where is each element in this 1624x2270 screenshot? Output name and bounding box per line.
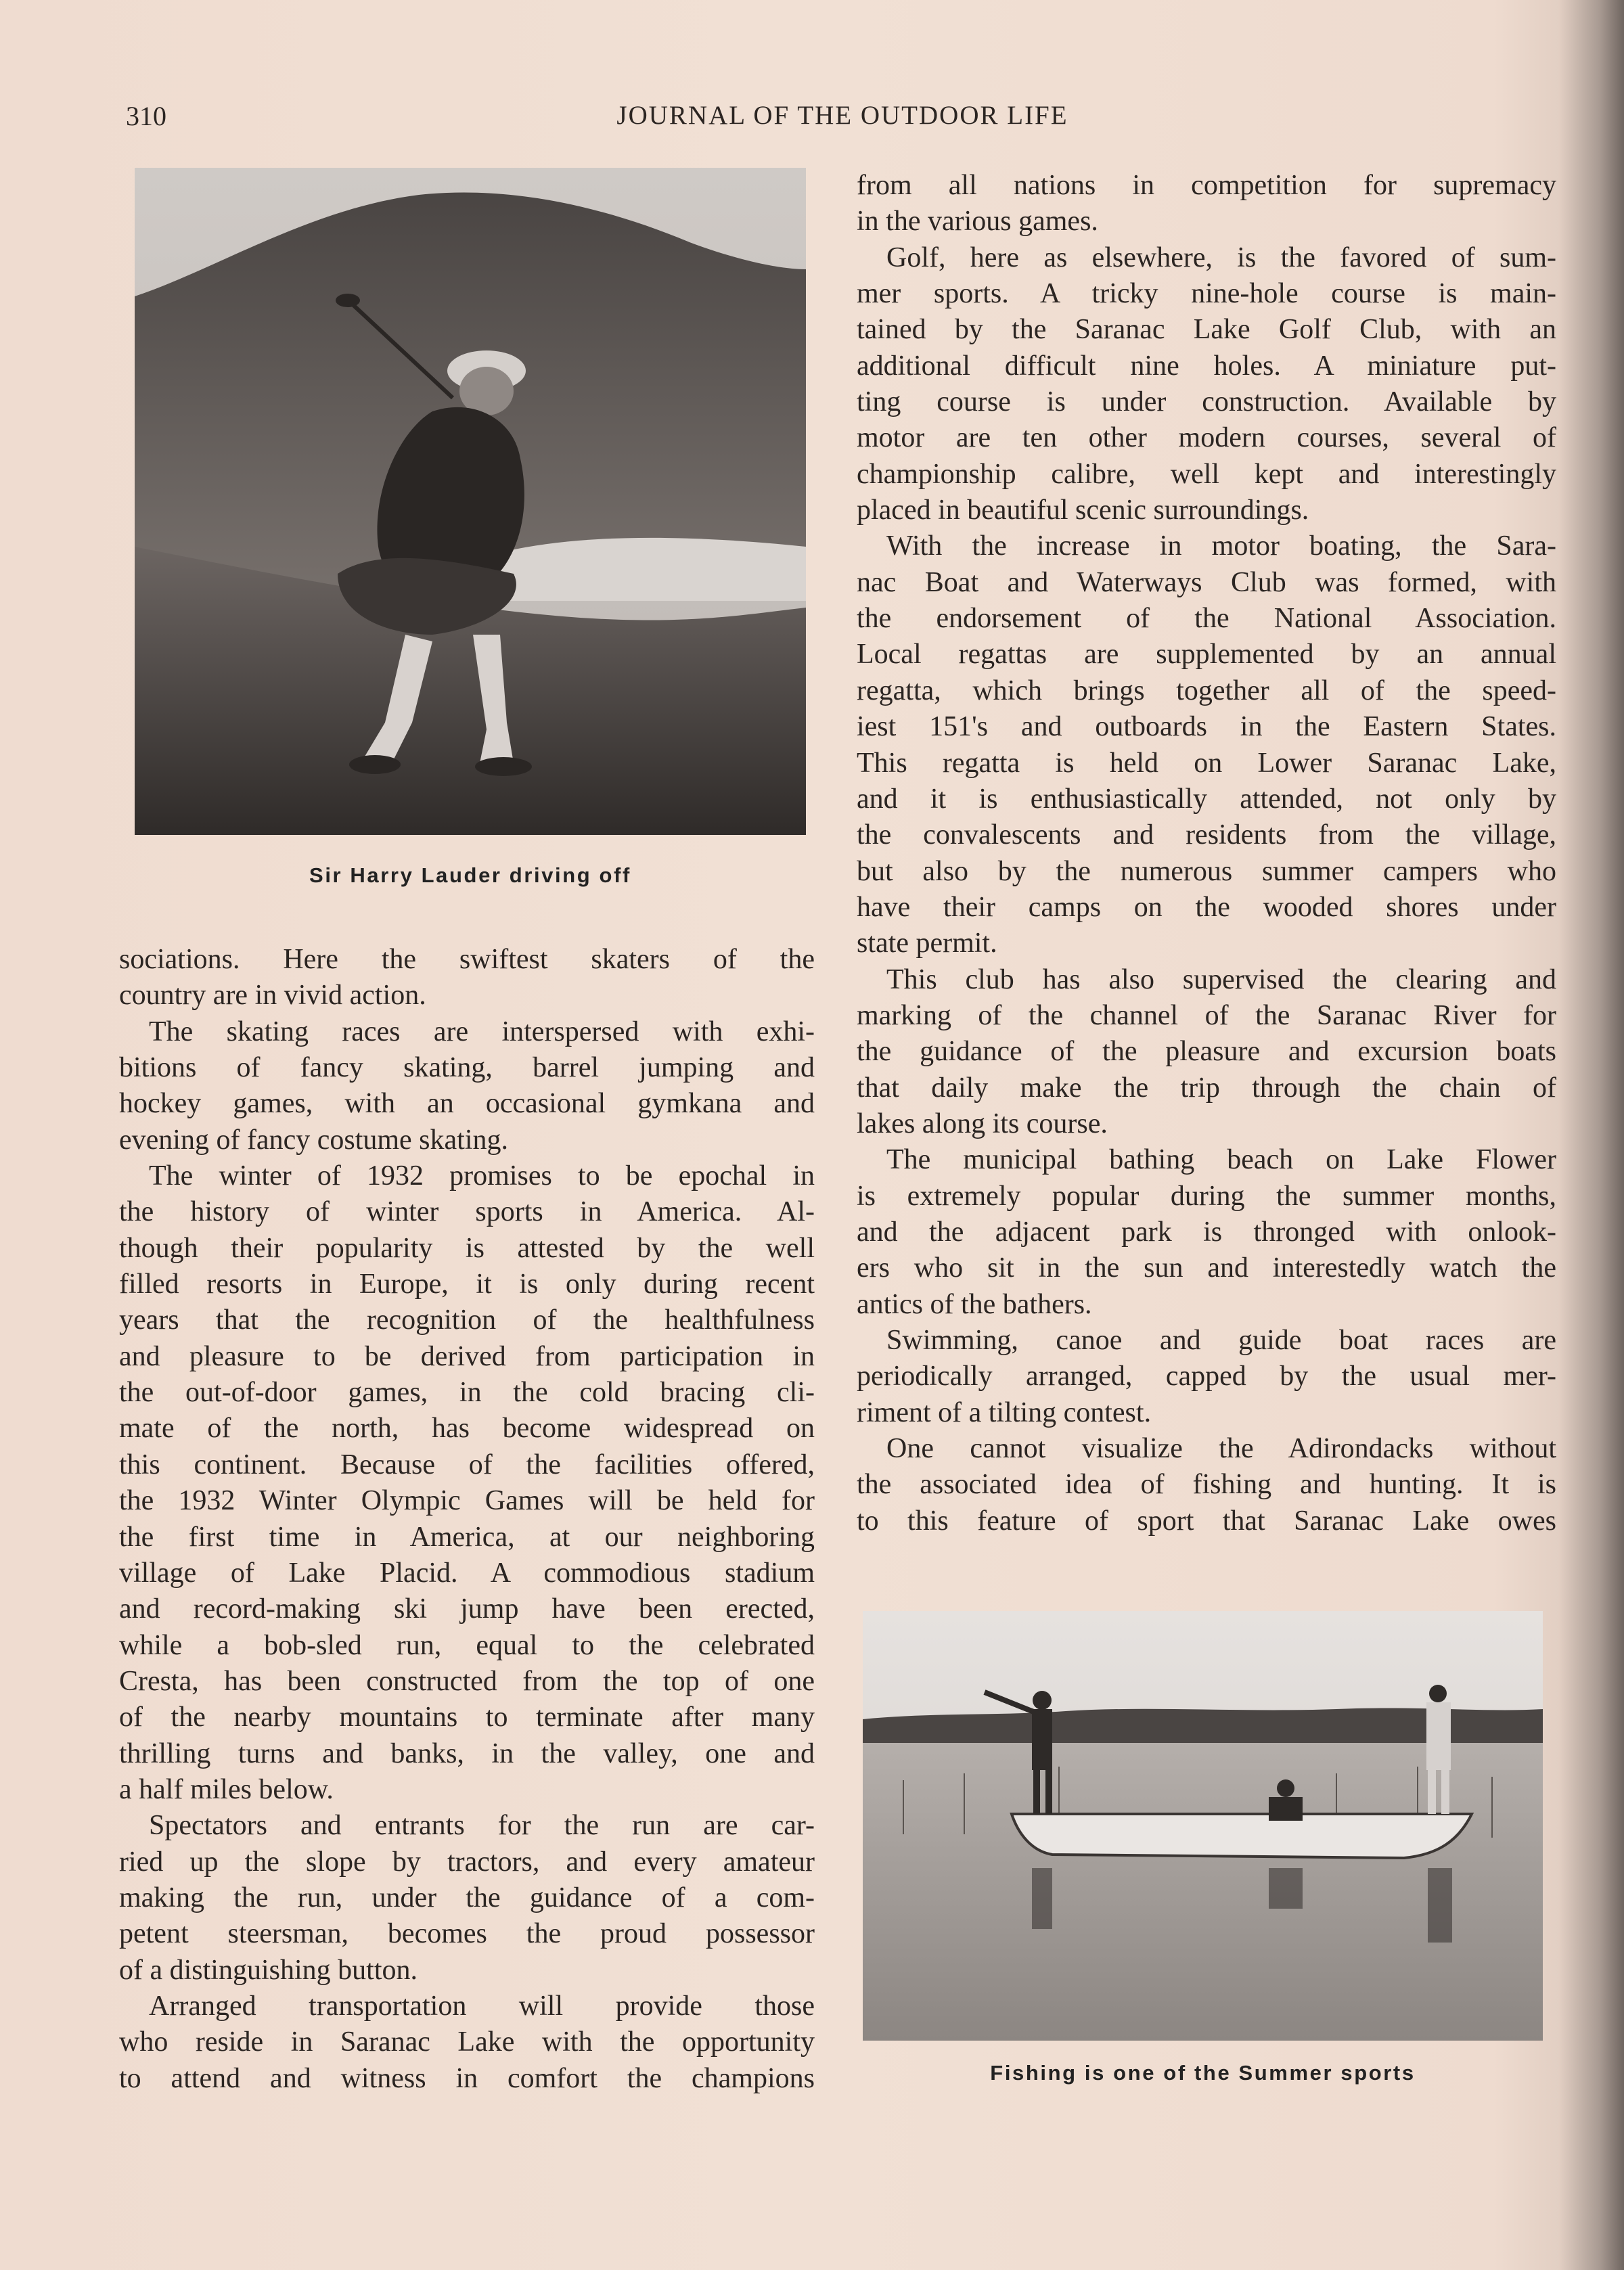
text-line: The winter of 1932 promises to be epochal in [149, 1160, 815, 1192]
text-line: This regatta is held on Lower Saranac Lake, [857, 747, 1556, 779]
text-line: Golf, here as elsewhere, is the favored of sum- [886, 242, 1556, 273]
text-line: mate of the north, has become widespread on [119, 1413, 815, 1445]
text-line: in the various games. [857, 206, 1098, 237]
text-line: the convalescents and residents from the village, [857, 819, 1556, 851]
text-line: antics of the bathers. [857, 1288, 1092, 1320]
left-text-column [119, 942, 815, 2097]
text-line: state permit. [857, 928, 997, 959]
text-line: ting course is under construction. Available by [857, 386, 1556, 418]
text-line: and it is enthusiastically attended, not only by [857, 783, 1556, 815]
text-line: motor are ten other modern courses, several of [857, 422, 1556, 454]
fishing-photo [863, 1611, 1543, 2041]
text-line: to this feature of sport that Saranac Lake owes [857, 1505, 1556, 1537]
text-line: tained by the Saranac Lake Golf Club, with an [857, 314, 1556, 346]
text-line: the 1932 Winter Olympic Games will be held for [119, 1485, 815, 1517]
text-line: years that the recognition of the healthfulness [119, 1304, 815, 1336]
running-header-title: JOURNAL OF THE OUTDOOR LIFE [616, 101, 1068, 130]
text-line: filled resorts in Europe, it is only during recent [119, 1269, 815, 1300]
text-line: thrilling turns and banks, in the valley, one and [119, 1738, 815, 1769]
text-line: ried up the slope by tractors, and every amateur [119, 1846, 815, 1878]
text-line: With the increase in motor boating, the Sara- [886, 530, 1556, 562]
text-line: who reside in Saranac Lake with the opportunity [119, 2026, 815, 2058]
text-line: and pleasure to be derived from participation in [119, 1340, 815, 1372]
golfer-photo [135, 168, 806, 835]
fishing-photo-caption: Fishing is one of the Summer sports [990, 2061, 1416, 2085]
text-line: the first time in America, at our neighboring [119, 1521, 815, 1553]
text-line: this continent. Because of the facilities offered, [119, 1449, 815, 1480]
text-line: ers who sit in the sun and interestedly watch the [857, 1252, 1556, 1284]
text-line: and record-making ski jump have been erected, [119, 1593, 815, 1625]
text-line: but also by the numerous summer campers who [857, 855, 1556, 887]
text-line: iest 151's and outboards in the Eastern States. [857, 711, 1556, 743]
text-line: while a bob-sled run, equal to the celebrated [119, 1629, 815, 1661]
text-line: additional difficult nine holes. A miniature put- [857, 350, 1556, 382]
text-line: to attend and witness in comfort the champions [119, 2062, 815, 2094]
text-line: of the nearby mountains to terminate after many [119, 1702, 815, 1733]
text-line: a half miles below. [119, 1773, 334, 1805]
text-line: Spectators and entrants for the run are car- [149, 1810, 815, 1842]
text-line: is extremely popular during the summer months, [857, 1180, 1556, 1212]
text-line: nac Boat and Waterways Club was formed, with [857, 566, 1556, 598]
page-number: 310 [126, 101, 166, 131]
text-line: sociations. Here the swiftest skaters of the [119, 944, 815, 975]
text-line: evening of fancy costume skating. [119, 1124, 508, 1156]
text-line: the associated idea of fishing and hunting. It is [857, 1469, 1556, 1501]
right-text-column [857, 168, 1556, 1539]
text-line: Swimming, canoe and guide boat races are [886, 1325, 1556, 1356]
text-line: One cannot visualize the Adirondacks without [886, 1433, 1556, 1465]
text-line: the history of winter sports in America. Al- [119, 1196, 815, 1228]
text-line: that daily make the trip through the chain of [857, 1072, 1556, 1104]
text-line: village of Lake Placid. A commodious stadium [119, 1557, 815, 1589]
text-line: placed in beautiful scenic surroundings. [857, 495, 1309, 526]
text-line: Arranged transportation will provide those [149, 1990, 815, 2022]
text-line: Cresta, has been constructed from the top of one [119, 1665, 815, 1697]
text-line: of a distinguishing button. [119, 1954, 418, 1986]
text-line: riment of a tilting contest. [857, 1397, 1152, 1428]
text-line: the guidance of the pleasure and excursion boats [857, 1036, 1556, 1068]
text-line: lakes along its course. [857, 1108, 1108, 1139]
text-line: hockey games, with an occasional gymkana and [119, 1088, 815, 1120]
text-line: petent steersman, becomes the proud possessor [119, 1918, 815, 1950]
text-line: This club has also supervised the clearing and [886, 963, 1556, 995]
text-line: have their camps on the wooded shores under [857, 891, 1556, 923]
text-line: championship calibre, well kept and interestingly [857, 458, 1556, 490]
text-line: bitions of fancy skating, barrel jumping and [119, 1052, 815, 1084]
text-line: country are in vivid action. [119, 980, 426, 1012]
text-line: making the run, under the guidance of a com- [119, 1882, 815, 1913]
text-line: from all nations in competition for supremacy [857, 170, 1556, 201]
text-line: the endorsement of the National Association. [857, 603, 1556, 635]
text-line: The skating races are interspersed with exhi- [149, 1016, 815, 1047]
text-line: Local regattas are supplemented by an annual [857, 639, 1556, 671]
text-line: the out-of-door games, in the cold bracing cli- [119, 1377, 815, 1409]
text-line: mer sports. A tricky nine-hole course is main- [857, 278, 1556, 310]
text-line: The municipal bathing beach on Lake Flower [886, 1144, 1556, 1176]
text-line: and the adjacent park is thronged with onlook- [857, 1216, 1556, 1248]
golf-photo-caption: Sir Harry Lauder driving off [309, 863, 631, 887]
text-line: though their popularity is attested by the well [119, 1232, 815, 1264]
text-line: periodically arranged, capped by the usual mer- [857, 1361, 1556, 1392]
text-line: regatta, which brings together all of the speed- [857, 675, 1556, 706]
text-line: marking of the channel of the Saranac River for [857, 999, 1556, 1031]
